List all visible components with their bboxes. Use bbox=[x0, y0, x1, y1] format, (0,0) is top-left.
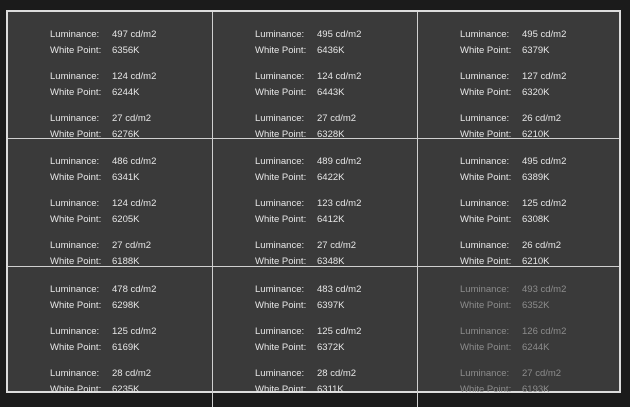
white-point-value: 6436K bbox=[317, 44, 345, 56]
luminance-value: 486 cd/m2 bbox=[112, 155, 157, 167]
white-point-label: White Point: bbox=[255, 299, 307, 311]
luminance-value: 483 cd/m2 bbox=[317, 283, 362, 295]
white-point-label: White Point: bbox=[50, 299, 102, 311]
white-point-value: 6379K bbox=[522, 44, 550, 56]
luminance-label: Luminance: bbox=[460, 112, 510, 124]
luminance-value: 127 cd/m2 bbox=[522, 70, 567, 82]
reading-block bbox=[50, 153, 212, 185]
luminance-label: Luminance: bbox=[50, 155, 100, 167]
reading-block bbox=[255, 237, 417, 269]
white-point-label: White Point: bbox=[255, 128, 307, 140]
luminance-value: 28 cd/m2 bbox=[112, 367, 152, 379]
reading-block bbox=[255, 365, 417, 397]
reading-block bbox=[50, 195, 212, 227]
white-point-value: 6205K bbox=[112, 213, 140, 225]
luminance-value: 28 cd/m2 bbox=[317, 367, 357, 379]
white-point-value: 6443K bbox=[317, 86, 345, 98]
luminance-value: 27 cd/m2 bbox=[317, 112, 357, 124]
luminance-label: Luminance: bbox=[460, 70, 510, 82]
white-point-value: 6320K bbox=[522, 86, 550, 98]
white-point-value: 6193K bbox=[522, 383, 550, 395]
luminance-label: Luminance: bbox=[50, 197, 100, 209]
white-point-value: 6244K bbox=[522, 341, 550, 353]
luminance-value: 125 cd/m2 bbox=[522, 197, 567, 209]
white-point-value: 6210K bbox=[522, 128, 550, 140]
luminance-label: Luminance: bbox=[50, 325, 100, 337]
luminance-label: Luminance: bbox=[255, 325, 305, 337]
measurement-grid bbox=[8, 12, 619, 395]
white-point-label: White Point: bbox=[50, 86, 102, 98]
grid-cell-middle-left bbox=[8, 139, 213, 267]
reading-block bbox=[460, 26, 619, 58]
grid-cell-center bbox=[213, 139, 418, 267]
white-point-label: White Point: bbox=[255, 171, 307, 183]
reading-block bbox=[460, 281, 619, 313]
luminance-value: 495 cd/m2 bbox=[522, 155, 567, 167]
luminance-value: 27 cd/m2 bbox=[317, 239, 357, 251]
luminance-value: 26 cd/m2 bbox=[522, 239, 562, 251]
luminance-value: 495 cd/m2 bbox=[317, 28, 362, 40]
grid-cell-bottom-right bbox=[418, 267, 619, 407]
luminance-label: Luminance: bbox=[460, 155, 510, 167]
reading-block bbox=[255, 153, 417, 185]
luminance-value: 27 cd/m2 bbox=[112, 112, 152, 124]
luminance-label: Luminance: bbox=[255, 283, 305, 295]
luminance-label: Luminance: bbox=[255, 367, 305, 379]
white-point-value: 6169K bbox=[112, 341, 140, 353]
white-point-value: 6298K bbox=[112, 299, 140, 311]
reading-block bbox=[460, 237, 619, 269]
white-point-label: White Point: bbox=[255, 86, 307, 98]
reading-block bbox=[255, 195, 417, 227]
white-point-label: White Point: bbox=[255, 213, 307, 225]
white-point-label: White Point: bbox=[50, 255, 102, 267]
reading-block bbox=[50, 26, 212, 58]
reading-block bbox=[255, 110, 417, 142]
white-point-label: White Point: bbox=[460, 44, 512, 56]
luminance-value: 489 cd/m2 bbox=[317, 155, 362, 167]
luminance-value: 124 cd/m2 bbox=[112, 197, 157, 209]
reading-block bbox=[460, 68, 619, 100]
white-point-value: 6372K bbox=[317, 341, 345, 353]
white-point-value: 6389K bbox=[522, 171, 550, 183]
luminance-label: Luminance: bbox=[50, 28, 100, 40]
luminance-label: Luminance: bbox=[50, 70, 100, 82]
white-point-value: 6412K bbox=[317, 213, 345, 225]
luminance-label: Luminance: bbox=[460, 367, 510, 379]
luminance-value: 497 cd/m2 bbox=[112, 28, 157, 40]
white-point-value: 6352K bbox=[522, 299, 550, 311]
white-point-value: 6276K bbox=[112, 128, 140, 140]
white-point-value: 6188K bbox=[112, 255, 140, 267]
luminance-value: 124 cd/m2 bbox=[317, 70, 362, 82]
white-point-value: 6308K bbox=[522, 213, 550, 225]
white-point-label: White Point: bbox=[50, 383, 102, 395]
white-point-label: White Point: bbox=[460, 255, 512, 267]
luminance-label: Luminance: bbox=[255, 197, 305, 209]
luminance-value: 125 cd/m2 bbox=[317, 325, 362, 337]
grid-cell-middle-right bbox=[418, 139, 619, 267]
white-point-label: White Point: bbox=[50, 341, 102, 353]
white-point-label: White Point: bbox=[255, 44, 307, 56]
reading-block bbox=[460, 153, 619, 185]
reading-block bbox=[50, 110, 212, 142]
luminance-value: 27 cd/m2 bbox=[112, 239, 152, 251]
reading-block bbox=[255, 281, 417, 313]
luminance-value: 495 cd/m2 bbox=[522, 28, 567, 40]
luminance-label: Luminance: bbox=[460, 28, 510, 40]
white-point-value: 6244K bbox=[112, 86, 140, 98]
reading-block bbox=[460, 195, 619, 227]
reading-block bbox=[255, 26, 417, 58]
white-point-label: White Point: bbox=[50, 171, 102, 183]
reading-block bbox=[460, 323, 619, 355]
reading-block bbox=[460, 365, 619, 397]
white-point-value: 6328K bbox=[317, 128, 345, 140]
luminance-label: Luminance: bbox=[255, 239, 305, 251]
luminance-label: Luminance: bbox=[255, 70, 305, 82]
white-point-label: White Point: bbox=[255, 255, 307, 267]
luminance-label: Luminance: bbox=[460, 197, 510, 209]
reading-block bbox=[50, 237, 212, 269]
white-point-label: White Point: bbox=[50, 44, 102, 56]
luminance-value: 478 cd/m2 bbox=[112, 283, 157, 295]
reading-block bbox=[460, 110, 619, 142]
grid-cell-top-right bbox=[418, 12, 619, 139]
luminance-label: Luminance: bbox=[50, 112, 100, 124]
white-point-value: 6210K bbox=[522, 255, 550, 267]
luminance-value: 125 cd/m2 bbox=[112, 325, 157, 337]
white-point-label: White Point: bbox=[460, 128, 512, 140]
luminance-label: Luminance: bbox=[255, 155, 305, 167]
white-point-value: 6356K bbox=[112, 44, 140, 56]
white-point-label: White Point: bbox=[255, 341, 307, 353]
luminance-label: Luminance: bbox=[50, 283, 100, 295]
grid-cell-top-center bbox=[213, 12, 418, 139]
luminance-value: 26 cd/m2 bbox=[522, 112, 562, 124]
luminance-label: Luminance: bbox=[460, 239, 510, 251]
luminance-value: 27 cd/m2 bbox=[522, 367, 562, 379]
white-point-value: 6311K bbox=[317, 383, 344, 395]
luminance-value: 493 cd/m2 bbox=[522, 283, 567, 295]
reading-block bbox=[50, 365, 212, 397]
grid-cell-top-left bbox=[8, 12, 213, 139]
white-point-value: 6397K bbox=[317, 299, 345, 311]
luminance-label: Luminance: bbox=[460, 325, 510, 337]
reading-block bbox=[50, 68, 212, 100]
white-point-value: 6422K bbox=[317, 171, 345, 183]
white-point-value: 6348K bbox=[317, 255, 345, 267]
white-point-value: 6341K bbox=[112, 171, 140, 183]
white-point-label: White Point: bbox=[50, 128, 102, 140]
white-point-label: White Point: bbox=[255, 383, 307, 395]
reading-block bbox=[50, 323, 212, 355]
luminance-value: 123 cd/m2 bbox=[317, 197, 362, 209]
white-point-label: White Point: bbox=[460, 341, 512, 353]
luminance-label: Luminance: bbox=[255, 28, 305, 40]
grid-cell-bottom-center bbox=[213, 267, 418, 407]
luminance-label: Luminance: bbox=[50, 367, 100, 379]
reading-block bbox=[255, 68, 417, 100]
white-point-label: White Point: bbox=[460, 383, 512, 395]
luminance-value: 124 cd/m2 bbox=[112, 70, 157, 82]
luminance-label: Luminance: bbox=[460, 283, 510, 295]
white-point-label: White Point: bbox=[460, 171, 512, 183]
white-point-value: 6235K bbox=[112, 383, 140, 395]
reading-block bbox=[255, 323, 417, 355]
grid-cell-bottom-left bbox=[8, 267, 213, 407]
reading-block bbox=[50, 281, 212, 313]
white-point-label: White Point: bbox=[460, 299, 512, 311]
white-point-label: White Point: bbox=[50, 213, 102, 225]
measurement-panel bbox=[6, 10, 621, 393]
white-point-label: White Point: bbox=[460, 213, 512, 225]
luminance-label: Luminance: bbox=[255, 112, 305, 124]
white-point-label: White Point: bbox=[460, 86, 512, 98]
luminance-label: Luminance: bbox=[50, 239, 100, 251]
luminance-value: 126 cd/m2 bbox=[522, 325, 567, 337]
